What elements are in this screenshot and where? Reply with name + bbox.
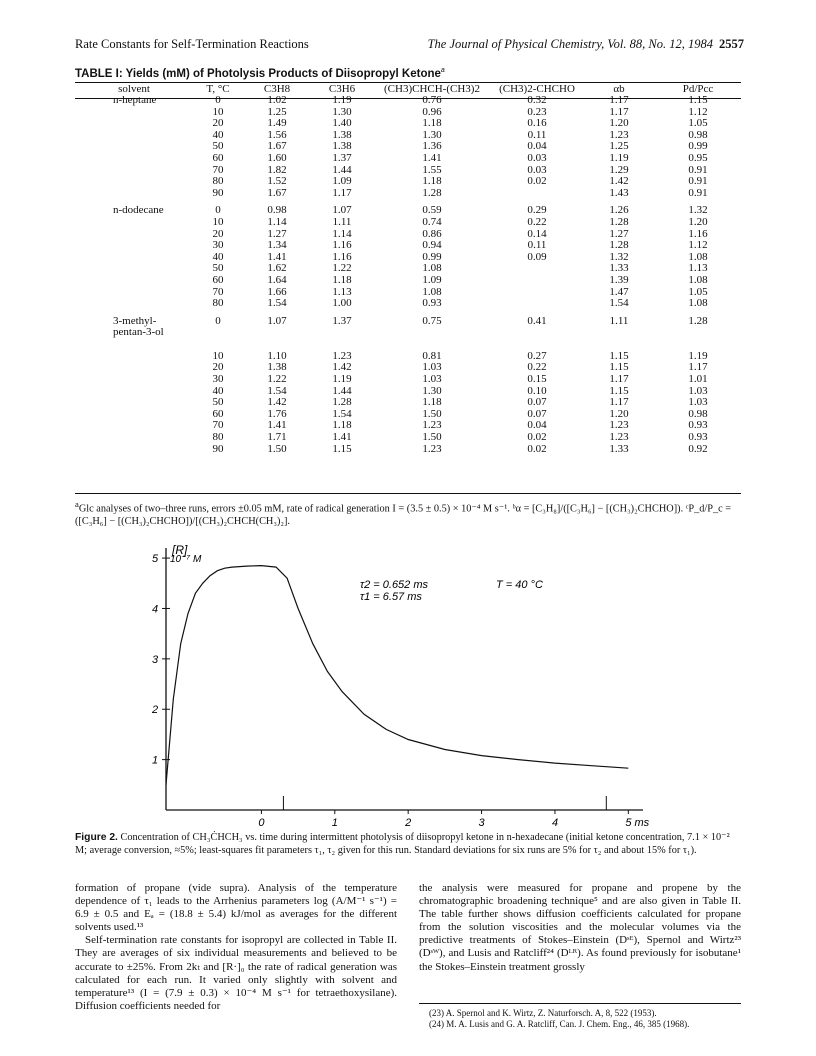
solvent-cell	[75, 118, 193, 130]
value-cell: 1.39	[609, 273, 629, 286]
value-cell: 1.27	[609, 227, 629, 240]
value-cell: 0.98	[688, 128, 708, 141]
solvent-cell	[75, 420, 193, 432]
value-cell: 10	[212, 349, 224, 362]
value-cell: 20	[212, 227, 224, 240]
table-row	[75, 397, 741, 409]
value-cell: 1.17	[332, 186, 352, 199]
value-cell: 0.41	[527, 314, 547, 327]
value-cell: 1.28	[332, 396, 352, 409]
value-cell: 0.27	[527, 349, 547, 362]
value-cell: 1.08	[422, 262, 442, 275]
figure-2-chart	[138, 538, 658, 833]
solvent-cell	[75, 444, 193, 456]
value-cell: 0.99	[688, 140, 708, 153]
value-cell: 70	[212, 163, 224, 176]
value-cell: 1.82	[267, 163, 287, 176]
value-cell: 1.18	[422, 117, 442, 130]
table-row	[75, 432, 741, 444]
table-row	[75, 165, 741, 177]
value-cell: 1.30	[422, 128, 442, 141]
reference-23: (23) A. Spernol and K. Wirtz, Z. Naturforsch. A, 8, 522 (1953).	[429, 1008, 657, 1018]
y-tick-label: 4	[152, 603, 159, 616]
value-cell: 0.03	[527, 151, 547, 164]
value-cell: 0.14	[527, 227, 547, 240]
value-cell: 1.22	[267, 373, 287, 386]
value-cell: 0.11	[527, 128, 547, 141]
y-axis-unit: 10⁻⁷ M	[170, 554, 202, 566]
value-cell: 1.09	[422, 273, 442, 286]
value-cell: 0.74	[422, 215, 442, 228]
table-row	[75, 153, 741, 165]
value-cell: 1.15	[609, 349, 629, 362]
y-tick-label: 3	[152, 653, 159, 666]
value-cell: 1.17	[609, 373, 629, 386]
value-cell: 1.40	[332, 117, 352, 130]
value-cell: 1.11	[332, 215, 352, 228]
annotation-temperature: T = 40 °C	[496, 579, 543, 591]
value-cell: 0.02	[527, 175, 547, 188]
value-cell: 70	[212, 285, 224, 298]
value-cell: 40	[212, 250, 224, 263]
value-cell: 1.27	[267, 227, 287, 240]
value-cell: 1.28	[609, 239, 629, 252]
value-cell: 0.99	[422, 250, 442, 263]
value-cell: 80	[212, 175, 224, 188]
value-cell: 70	[212, 419, 224, 432]
value-cell: 1.49	[267, 117, 287, 130]
value-cell: 1.16	[688, 227, 708, 240]
solvent-cell	[75, 397, 193, 409]
value-cell: 0.02	[527, 442, 547, 455]
solvent-cell	[75, 374, 193, 386]
value-cell: 1.37	[332, 151, 352, 164]
table-row	[75, 409, 741, 421]
table-row	[75, 263, 741, 275]
value-cell: 1.30	[422, 384, 442, 397]
table-row	[75, 199, 741, 217]
decay-curve-svg	[138, 538, 658, 828]
solvent-cell	[75, 252, 193, 264]
value-cell: 1.18	[332, 419, 352, 432]
table-row	[75, 229, 741, 241]
value-cell: 0.23	[527, 105, 547, 118]
value-cell: 1.26	[609, 204, 629, 217]
solvent-cell	[75, 107, 193, 119]
value-cell: 0.75	[422, 314, 442, 327]
value-cell: 1.10	[267, 349, 287, 362]
value-cell: 0.91	[688, 186, 708, 199]
value-cell: 0	[215, 204, 221, 217]
value-cell: 1.12	[688, 239, 708, 252]
value-cell: 0.07	[527, 407, 547, 420]
value-cell: 1.38	[267, 361, 287, 374]
value-cell: 1.25	[267, 105, 287, 118]
value-cell: 1.29	[609, 163, 629, 176]
solvent-cell: 3-methyl-	[113, 314, 157, 327]
value-cell: 0.96	[422, 105, 442, 118]
value-cell: 1.15	[609, 384, 629, 397]
value-cell: 1.17	[609, 105, 629, 118]
value-cell: 0.92	[688, 442, 708, 455]
value-cell: 1.67	[267, 140, 287, 153]
value-cell: 1.56	[267, 128, 287, 141]
value-cell: 1.08	[422, 285, 442, 298]
value-cell: 1.76	[267, 407, 287, 420]
col-solvent: solvent	[118, 83, 150, 95]
value-cell: 60	[212, 407, 224, 420]
value-cell: 1.54	[609, 297, 629, 310]
value-cell: 1.08	[688, 297, 708, 310]
value-cell: 0.98	[267, 204, 287, 217]
value-cell: 1.18	[332, 273, 352, 286]
table-row	[75, 362, 741, 374]
value-cell: 0.09	[527, 250, 547, 263]
table-row	[75, 217, 741, 229]
value-cell: 1.42	[267, 396, 287, 409]
col-pdpc: Pd/Pcc	[682, 83, 714, 95]
col-temp: T, °C	[206, 83, 230, 95]
value-cell: 1.07	[332, 204, 352, 217]
value-cell: 1.17	[688, 361, 708, 374]
value-cell: 1.54	[267, 384, 287, 397]
value-cell: 1.67	[267, 186, 287, 199]
paragraph: Self-termination rate constants for isopropyl are collected in Table II. They are averages of six individual measurements and believed to be accurate to ±25%. From 2kₜ and [R·]₀ the rate of radical generation was calculated for each run. It varied only slightly with solvent and temperature¹³ (I = (7.9 ± 0.3) × 10⁻⁴ M s⁻¹ for tetraethoxysilane). Diffusion coefficients needed for	[75, 934, 397, 1012]
value-cell: 1.16	[332, 239, 352, 252]
solvent-cell	[75, 263, 193, 275]
value-cell: 1.28	[422, 186, 442, 199]
value-cell: 40	[212, 384, 224, 397]
value-cell: 1.34	[267, 239, 287, 252]
value-cell: 1.16	[332, 250, 352, 263]
value-cell: 60	[212, 151, 224, 164]
value-cell: 0	[215, 94, 221, 106]
value-cell: 1.38	[332, 128, 352, 141]
solvent-cell: n-heptane	[113, 94, 157, 106]
value-cell: 1.54	[267, 297, 287, 310]
value-cell: 1.03	[688, 384, 708, 397]
value-cell: 40	[212, 128, 224, 141]
table-row	[75, 386, 741, 398]
value-cell: 50	[212, 140, 224, 153]
value-cell: 1.50	[267, 442, 287, 455]
value-cell: 1.09	[332, 175, 352, 188]
value-cell: 0.93	[688, 431, 708, 444]
value-cell: 1.08	[688, 273, 708, 286]
value-cell: 1.25	[609, 140, 629, 153]
col-dimer: (CH3)CHCH-(CH3)2	[384, 83, 480, 95]
value-cell	[491, 298, 583, 310]
value-cell: 90	[212, 186, 224, 199]
value-cell: 1.19	[688, 349, 708, 362]
value-cell: 0.93	[688, 419, 708, 432]
solvent-cell	[75, 386, 193, 398]
x-tick-label: 5 ms	[625, 817, 650, 828]
page-number: 2557	[719, 37, 744, 51]
solvent-cell	[75, 141, 193, 153]
solvent-cell: n-dodecane	[113, 204, 164, 217]
value-cell: 20	[212, 361, 224, 374]
value-cell: 0.04	[527, 419, 547, 432]
value-cell: 1.36	[422, 140, 442, 153]
solvent-cell	[75, 229, 193, 241]
value-cell: 0.98	[688, 407, 708, 420]
value-cell: 1.44	[332, 163, 352, 176]
col-aldehyde: (CH3)2-CHCHO	[499, 83, 575, 95]
value-cell: 1.17	[609, 396, 629, 409]
value-cell	[491, 188, 583, 200]
table-footnote: $^a$Glc analyses of two–three runs, errors ±0.05 mM, rate of radical generation I = (3.5 ± 0.5) × 10⁻⁴ M s⁻¹. ᵇα = [C₃H₈]/([C₃H₆] − [(CH₃)₂CHCHO]). ᶜP_d/P_c = ([C₃H₆] − [(CH₃)₂CHCHO])/[(CH₃)₂CHCH(CH₃)₂].	[75, 499, 732, 528]
value-cell: 1.03	[422, 373, 442, 386]
value-cell: 0.93	[422, 297, 442, 310]
yields-table	[75, 84, 741, 455]
table-row	[75, 310, 741, 328]
value-cell: 0.81	[422, 349, 442, 362]
table-row	[75, 95, 741, 107]
paragraph: the analysis were measured for propane and propene by the chromatographic broadening technique⁵ and are also given in Table II. The table further shows diffusion coefficients calculated for propane from the solution viscosities and the molecular volumes via the predictive treatments of Stokes–Einstein (Dˢᴱ), Spernol and Wirtz²³ (Dˢᵂ), and Lusis and Ratcliff²⁴ (Dᴸᴿ). As found previously for isobutane¹ the Stokes–Einstein treatment grossly	[419, 882, 741, 973]
value-cell: 0.15	[527, 373, 547, 386]
table-row	[75, 188, 741, 200]
value-cell: 1.13	[332, 285, 352, 298]
value-cell	[491, 263, 583, 275]
value-cell: 50	[212, 396, 224, 409]
value-cell	[491, 275, 583, 287]
running-head: Rate Constants for Self-Termination Reactions	[75, 37, 309, 51]
value-cell: 1.66	[267, 285, 287, 298]
value-cell: 1.37	[332, 314, 352, 327]
value-cell: 1.20	[609, 117, 629, 130]
value-cell: 0.94	[422, 239, 442, 252]
value-cell: 1.23	[609, 128, 629, 141]
value-cell: 0.32	[527, 94, 547, 106]
solvent-cell	[75, 153, 193, 165]
table-row	[75, 444, 741, 456]
value-cell: 1.01	[688, 373, 708, 386]
solvent-cell	[75, 409, 193, 421]
solvent-cell	[75, 362, 193, 374]
reference-24: (24) M. A. Lusis and G. A. Ratcliff, Can. J. Chem. Eng., 46, 385 (1968).	[429, 1019, 690, 1029]
value-cell: 0.91	[688, 175, 708, 188]
table-row	[75, 107, 741, 119]
table-row	[75, 141, 741, 153]
value-cell: 1.05	[688, 117, 708, 130]
value-cell: 1.32	[609, 250, 629, 263]
col-alpha: αb	[613, 83, 625, 95]
value-cell: 1.38	[332, 140, 352, 153]
body-column-left	[75, 882, 397, 1013]
value-cell: 1.07	[267, 314, 287, 327]
value-cell: 1.52	[267, 175, 287, 188]
table-title: TABLE I: Yields (mM) of Photolysis Products of Diisopropyl Ketone$^a$	[75, 67, 445, 80]
value-cell: 1.15	[688, 94, 708, 106]
x-tick-label: 2	[405, 817, 412, 828]
value-cell: 0.07	[527, 396, 547, 409]
value-cell: 1.13	[688, 262, 708, 275]
value-cell	[491, 287, 583, 299]
value-cell: 60	[212, 273, 224, 286]
annotation-tau2: τ2 = 0.652 ms	[360, 579, 429, 591]
value-cell: 1.23	[422, 419, 442, 432]
value-cell: 1.50	[422, 407, 442, 420]
y-tick-label: 5	[152, 553, 159, 566]
value-cell: 1.15	[332, 442, 352, 455]
value-cell: 1.71	[267, 431, 287, 444]
value-cell: 1.62	[267, 262, 287, 275]
value-cell: 1.03	[688, 396, 708, 409]
y-tick-label: 1	[152, 754, 159, 767]
value-cell: 0.10	[527, 384, 547, 397]
solvent-cell	[75, 432, 193, 444]
value-cell: 0.03	[527, 163, 547, 176]
value-cell: 1.60	[267, 151, 287, 164]
value-cell: 50	[212, 262, 224, 275]
value-cell: 1.28	[609, 215, 629, 228]
value-cell: 1.18	[422, 175, 442, 188]
table-row	[75, 374, 741, 386]
value-cell: 0.22	[527, 361, 547, 374]
value-cell: 1.23	[422, 442, 442, 455]
table-row	[75, 339, 741, 363]
value-cell: 0.04	[527, 140, 547, 153]
value-cell: 1.41	[267, 419, 287, 432]
value-cell: 80	[212, 297, 224, 310]
table-body	[75, 95, 741, 455]
value-cell: 0.29	[527, 204, 547, 217]
figure-caption: Figure 2. Concentration of CH₃ĊHCH₃ vs. time during intermittent photolysis of diisopropyl ketone in n-hexadecane (initial ketone concentration, 7.1 × 10⁻² M; average conversion, ≈5%; least-squares fit parameters τ₁, τ₂ given for this run. Standard deviations for six runs are 5% for τ₂ and about 15% for τ₁).	[75, 832, 730, 856]
value-cell: 1.15	[609, 361, 629, 374]
solvent-cell	[75, 298, 193, 310]
value-cell: 30	[212, 373, 224, 386]
value-cell: 1.50	[422, 431, 442, 444]
value-cell: 1.41	[267, 250, 287, 263]
value-cell: 10	[212, 105, 224, 118]
y-axis-label: [R]	[172, 543, 188, 557]
value-cell: 1.32	[688, 204, 708, 217]
value-cell: 0.22	[527, 215, 547, 228]
value-cell: 1.14	[267, 215, 287, 228]
value-cell: 1.17	[609, 94, 629, 106]
value-cell: 20	[212, 117, 224, 130]
solvent-cell	[75, 188, 193, 200]
value-cell: 0.91	[688, 163, 708, 176]
value-cell: 1.00	[332, 297, 352, 310]
table-row	[75, 240, 741, 252]
x-tick-label: 4	[551, 817, 559, 828]
x-tick-label: 0	[258, 817, 265, 828]
value-cell: 0.76	[422, 94, 442, 106]
value-cell: 0.59	[422, 204, 442, 217]
table-bottom-rule	[75, 493, 741, 494]
value-cell: 1.19	[332, 373, 352, 386]
value-cell: 1.08	[688, 250, 708, 263]
solvent-cell	[75, 275, 193, 287]
value-cell: 1.02	[267, 94, 287, 106]
value-cell: 1.54	[332, 407, 352, 420]
value-cell: 1.20	[688, 215, 708, 228]
solvent-cell	[75, 165, 193, 177]
x-tick-label: 1	[331, 817, 338, 828]
value-cell: 1.11	[609, 314, 629, 327]
value-cell: 1.44	[332, 384, 352, 397]
value-cell: 1.23	[609, 419, 629, 432]
table-row	[75, 275, 741, 287]
table-header-row	[75, 84, 741, 95]
table-header-rule	[75, 98, 741, 99]
value-cell: 1.03	[422, 361, 442, 374]
value-cell: 1.42	[332, 361, 352, 374]
value-cell: 0.95	[688, 151, 708, 164]
col-propane: C3H8	[263, 83, 291, 95]
solvent-cell	[75, 287, 193, 299]
value-cell: 1.33	[609, 262, 629, 275]
value-cell: 90	[212, 442, 224, 455]
value-cell: 1.23	[332, 349, 352, 362]
value-cell: 1.42	[609, 175, 629, 188]
table-row-continuation	[75, 327, 741, 339]
table-row	[75, 176, 741, 188]
value-cell: 1.55	[422, 163, 442, 176]
solvent-cell	[75, 339, 193, 363]
paragraph: formation of propane (vide supra). Analysis of the temperature dependence of τ₁ leads to the Arrhenius parameters log (A/M⁻¹ s⁻¹) = 6.9 ± 0.5 and Eₐ = (18.8 ± 5.4) kJ/mol as averages for the different solvents used.¹³	[75, 882, 397, 934]
value-cell: 1.12	[688, 105, 708, 118]
value-cell: 1.28	[688, 314, 708, 327]
value-cell: 1.18	[422, 396, 442, 409]
value-cell: 0.11	[527, 239, 547, 252]
value-cell: 0.02	[527, 431, 547, 444]
value-cell: 1.14	[332, 227, 352, 240]
solvent-cell	[75, 130, 193, 142]
value-cell: 1.41	[422, 151, 442, 164]
value-cell: 0	[215, 314, 221, 327]
x-tick-label: 3	[478, 817, 485, 828]
value-cell: 10	[212, 215, 224, 228]
value-cell: 1.33	[609, 442, 629, 455]
value-cell: 30	[212, 239, 224, 252]
value-cell: 1.22	[332, 262, 352, 275]
value-cell: 80	[212, 431, 224, 444]
value-cell: 1.19	[609, 151, 629, 164]
solvent-cell: pentan-3-ol	[113, 326, 164, 339]
value-cell: 1.20	[609, 407, 629, 420]
value-cell: 1.47	[609, 285, 629, 298]
table-row	[75, 252, 741, 264]
solvent-cell	[75, 240, 193, 252]
table-row	[75, 118, 741, 130]
table-row	[75, 420, 741, 432]
value-cell: 1.05	[688, 285, 708, 298]
y-tick-label: 2	[152, 704, 159, 717]
value-cell: 1.19	[332, 94, 352, 106]
table-row	[75, 298, 741, 310]
value-cell: 1.23	[609, 431, 629, 444]
value-cell: 0.16	[527, 117, 547, 130]
value-cell: 1.30	[332, 105, 352, 118]
value-cell: 1.64	[267, 273, 287, 286]
value-cell: 1.41	[332, 431, 352, 444]
journal-citation: The Journal of Physical Chemistry, Vol. 88, No. 12, 1984 2557	[427, 37, 744, 51]
body-column-right	[419, 882, 741, 974]
col-propene: C3H6	[328, 83, 356, 95]
table-row	[75, 287, 741, 299]
references	[419, 1003, 741, 1030]
value-cell: 1.43	[609, 186, 629, 199]
solvent-cell	[75, 176, 193, 188]
value-cell: 0.86	[422, 227, 442, 240]
table-row	[75, 130, 741, 142]
solvent-cell	[75, 217, 193, 229]
annotation-tau1: τ1 = 6.57 ms	[360, 591, 422, 603]
